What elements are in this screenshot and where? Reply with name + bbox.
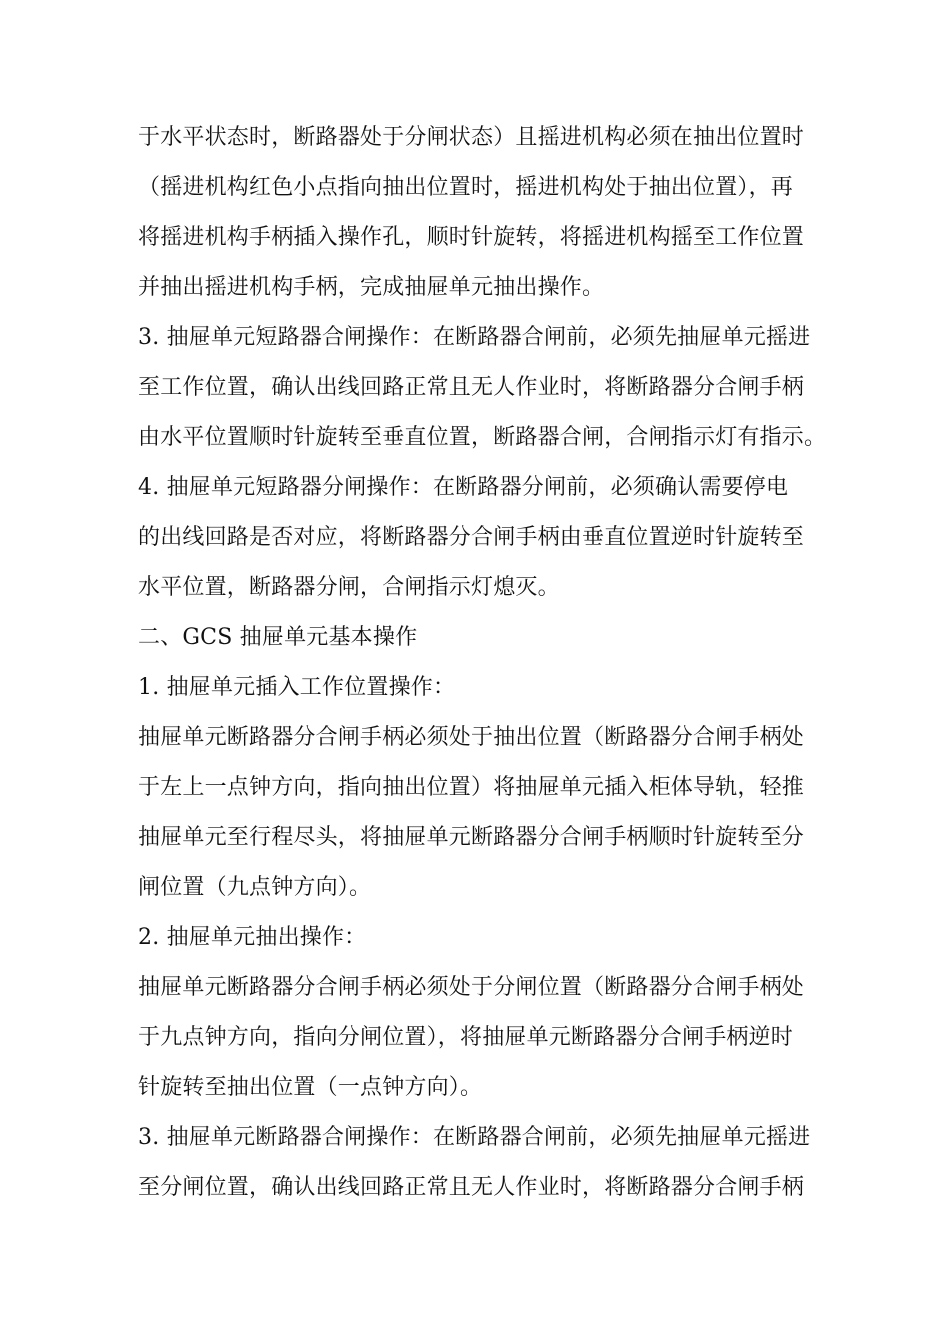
text-line: 于水平状态时，断路器处于分闸状态）且摇进机构必须在抽出位置时 <box>138 125 805 150</box>
text-line: 闸位置（九点钟方向）。 <box>138 875 372 900</box>
text-line: 2. 抽屉单元抽出操作： <box>138 925 367 950</box>
text-line: 4. 抽屉单元短路器分闸操作：在断路器分闸前，必须确认需要停电 <box>138 475 789 500</box>
text-line: 3. 抽屉单元断路器合闸操作：在断路器合闸前，必须先抽屉单元摇进 <box>138 1125 811 1150</box>
text-line: 抽屉单元至行程尽头，将抽屉单元断路器分合闸手柄顺时针旋转至分 <box>138 825 805 850</box>
text-line: 于九点钟方向，指向分闸位置），将抽屉单元断路器分合闸手柄逆时 <box>138 1025 794 1050</box>
text-line: 3. 抽屉单元短路器合闸操作：在断路器合闸前，必须先抽屉单元摇进 <box>138 325 811 350</box>
text-line: 水平位置，断路器分闸，合闸指示灯熄灭。 <box>138 575 560 600</box>
text-line: 至分闸位置，确认出线回路正常且无人作业时，将断路器分合闸手柄 <box>138 1175 805 1200</box>
text-line: （摇进机构红色小点指向抽出位置时，摇进机构处于抽出位置），再 <box>138 175 794 200</box>
text-line: 至工作位置，确认出线回路正常且无人作业时，将断路器分合闸手柄 <box>138 375 805 400</box>
text-line: 并抽出摇进机构手柄，完成抽屉单元抽出操作。 <box>138 275 605 300</box>
text-line: 于左上一点钟方向，指向抽出位置）将抽屉单元插入柜体导轨，轻推 <box>138 775 805 800</box>
text-line: 针旋转至抽出位置（一点钟方向）。 <box>138 1075 483 1100</box>
section-heading: 二、GCS 抽屉单元基本操作 <box>138 625 418 650</box>
text-line: 由水平位置顺时针旋转至垂直位置，断路器合闸，合闸指示灯有指示。 <box>138 425 827 450</box>
text-line: 将摇进机构手柄插入操作孔，顺时针旋转，将摇进机构摇至工作位置 <box>138 225 805 250</box>
text-line: 抽屉单元断路器分合闸手柄必须处于抽出位置（断路器分合闸手柄处 <box>138 725 805 750</box>
text-line: 抽屉单元断路器分合闸手柄必须处于分闸位置（断路器分合闸手柄处 <box>138 975 805 1000</box>
text-line: 的出线回路是否对应，将断路器分合闸手柄由垂直位置逆时针旋转至 <box>138 525 805 550</box>
text-line: 1. 抽屉单元插入工作位置操作： <box>138 675 456 700</box>
